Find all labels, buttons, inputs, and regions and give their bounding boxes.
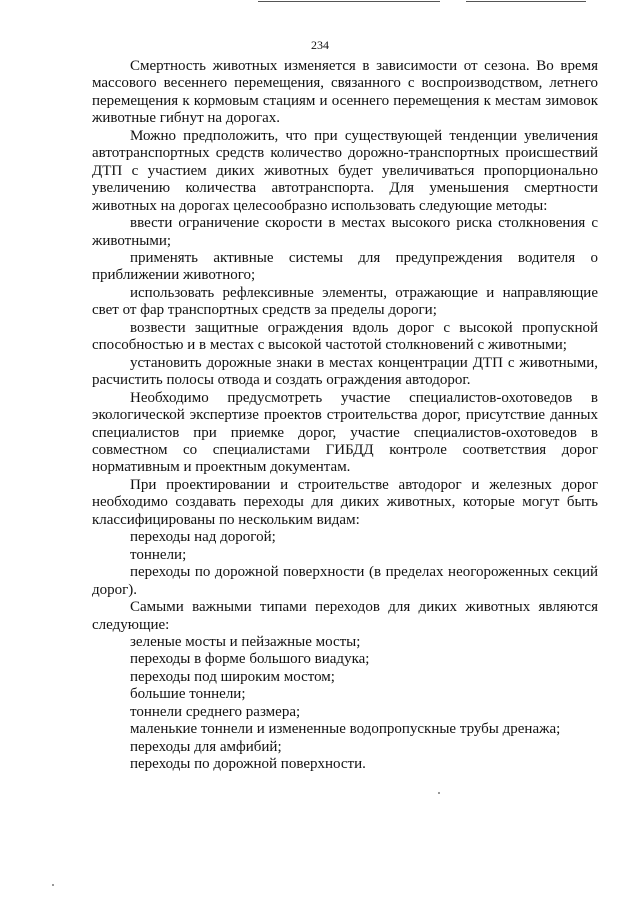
paragraph: Самыми важными типами переходов для диких животных являются следующие: [92, 599, 598, 633]
list-item: использовать рефлексивные элементы, отражающие и направляющие свет от фар транспортных средств за пределы дороги; [92, 284, 598, 319]
list-item: переходы для амфибий; [130, 738, 282, 755]
list-item: возвести защитные ограждения вдоль дорог с высокой пропускной способностью и в местах с высокой частотой столкновений с животными; [92, 319, 598, 354]
scan-speck [52, 884, 54, 886]
scan-speck [438, 792, 440, 794]
list-item: переходы над дорогой; [130, 529, 276, 546]
list-item: переходы в форме большого виадука; [130, 651, 370, 668]
paragraph: Смертность животных изменяется в зависимости от сезона. Во время массового весеннего перемещения, связанного с воспроизводством, летнего перемещения к кормовым стациям и осеннего перемещения к местам зимовок животные гибнут на дорогах. [92, 58, 598, 127]
list-item: переходы по дорожной поверхности (в пределах неогороженных секций дорог). [92, 564, 598, 598]
list-item: установить дорожные знаки в местах концентрации ДТП с животными, расчистить полосы отвода и создать ограждения автодорог. [92, 354, 598, 389]
paragraph: Необходимо предусмотреть участие специалистов-охотоведов в экологической экспертизе проектов строительства дорог, присутствие данных специалистов при приемке дорог, участие специалистов-охотоведов в совместном со специалистами ГИБДД контроле соответствия дорог нормативным и проектным документам. [92, 389, 598, 476]
list-item: большие тоннели; [130, 686, 246, 703]
list-item: маленькие тоннели и измененные водопропускные трубы дренажа; [130, 721, 561, 738]
list-item: переходы под широким мостом; [130, 668, 335, 685]
top-scan-rule [258, 1, 440, 2]
list-item: зеленые мосты и пейзажные мосты; [130, 633, 361, 650]
list-item: тоннели среднего размера; [130, 703, 301, 720]
top-scan-rule-2 [466, 1, 586, 2]
list-item: переходы по дорожной поверхности. [130, 756, 366, 773]
list-item: тоннели; [130, 546, 187, 563]
paragraph: Можно предположить, что при существующей тенденции увеличения автотранспортных средств количество дорожно-транспортных происшествий ДТП с участием диких животных будет увеличиваться пропорционально увеличению количества автотранспорта. Для уменьшения смертности животных на дорогах целесообразно использовать следующие методы: [92, 127, 598, 214]
list-item: ввести ограничение скорости в местах высокого риска столкновения с животными; [92, 215, 598, 249]
document-body [92, 58, 598, 774]
list-item: применять активные системы для предупреждения водителя о приближении животного; [92, 249, 598, 284]
paragraph: При проектировании и строительстве автодорог и железных дорог необходимо создавать переходы для диких животных, которые могут быть классифицированы по нескольким видам: [92, 476, 598, 528]
page-number: 234 [311, 38, 329, 52]
